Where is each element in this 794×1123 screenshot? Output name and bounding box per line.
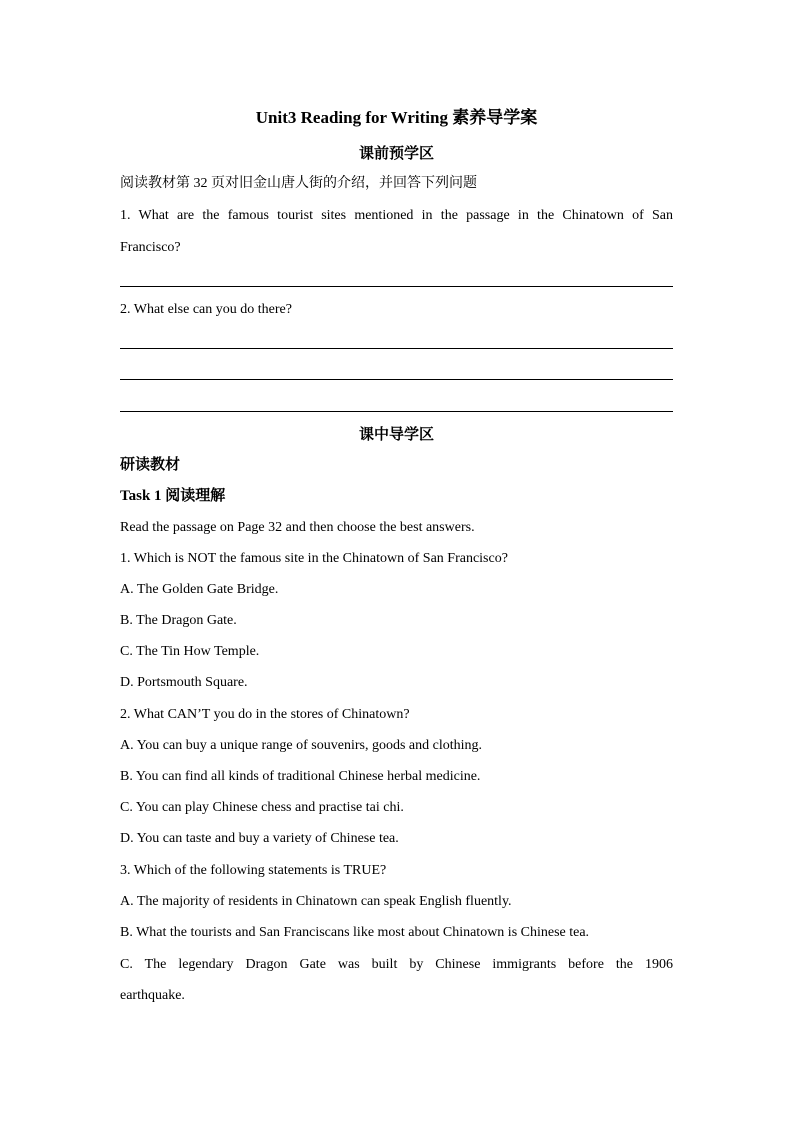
section-label: 研读教材	[120, 457, 181, 473]
question-1-option-c: C. The Tin How Temple.	[120, 644, 260, 659]
answer-line[interactable]	[120, 286, 673, 287]
pre-class-heading: 课前预学区	[358, 146, 434, 162]
pre-question-2: 2. What else can you do there?	[120, 302, 292, 317]
question-2-option-d: D. You can taste and buy a variety of Chinese tea.	[120, 831, 399, 846]
answer-line[interactable]	[120, 411, 673, 412]
question-3-option-c-line-1: C. The legendary Dragon Gate was built by Chinese immigrants before the 1906	[120, 957, 673, 972]
answer-line[interactable]	[120, 348, 673, 349]
question-2-option-c: C. You can play Chinese chess and practise tai chi.	[120, 800, 404, 815]
answer-line[interactable]	[120, 379, 673, 380]
question-3-option-a: A. The majority of residents in Chinatown can speak English fluently.	[120, 894, 512, 909]
task-label: Task 1 阅读理解	[120, 488, 226, 504]
question-1-option-d: D. Portsmouth Square.	[120, 675, 248, 690]
question-2-option-a: A. You can buy a unique range of souvenirs, goods and clothing.	[120, 738, 483, 753]
question-2-option-b: B. You can find all kinds of traditional Chinese herbal medicine.	[120, 769, 481, 784]
question-3-option-b: B. What the tourists and San Franciscans like most about Chinatown is Chinese tea.	[120, 925, 590, 940]
question-3-option-c-line-2: earthquake.	[120, 988, 185, 1003]
question-3-stem: 3. Which of the following statements is TRUE?	[120, 863, 387, 878]
pre-question-1-line-2: Francisco?	[120, 240, 181, 255]
pre-class-instruction: 阅读教材第 32 页对旧金山唐人街的介绍，并回答下列问题	[120, 176, 477, 191]
page-title: Unit3 Reading for Writing 素养导学案	[255, 108, 538, 127]
in-class-heading: 课中导学区	[358, 427, 434, 443]
question-1-option-b: B. The Dragon Gate.	[120, 613, 237, 628]
question-1-option-a: A. The Golden Gate Bridge.	[120, 582, 279, 597]
pre-question-1-line-1: 1. What are the famous tourist sites mentioned in the passage in the Chinatown of San	[120, 208, 673, 223]
question-2-stem: 2. What CAN’T you do in the stores of Chinatown?	[120, 707, 410, 722]
question-1-stem: 1. Which is NOT the famous site in the Chinatown of San Francisco?	[120, 551, 508, 566]
task-instruction: Read the passage on Page 32 and then choose the best answers.	[120, 520, 475, 535]
